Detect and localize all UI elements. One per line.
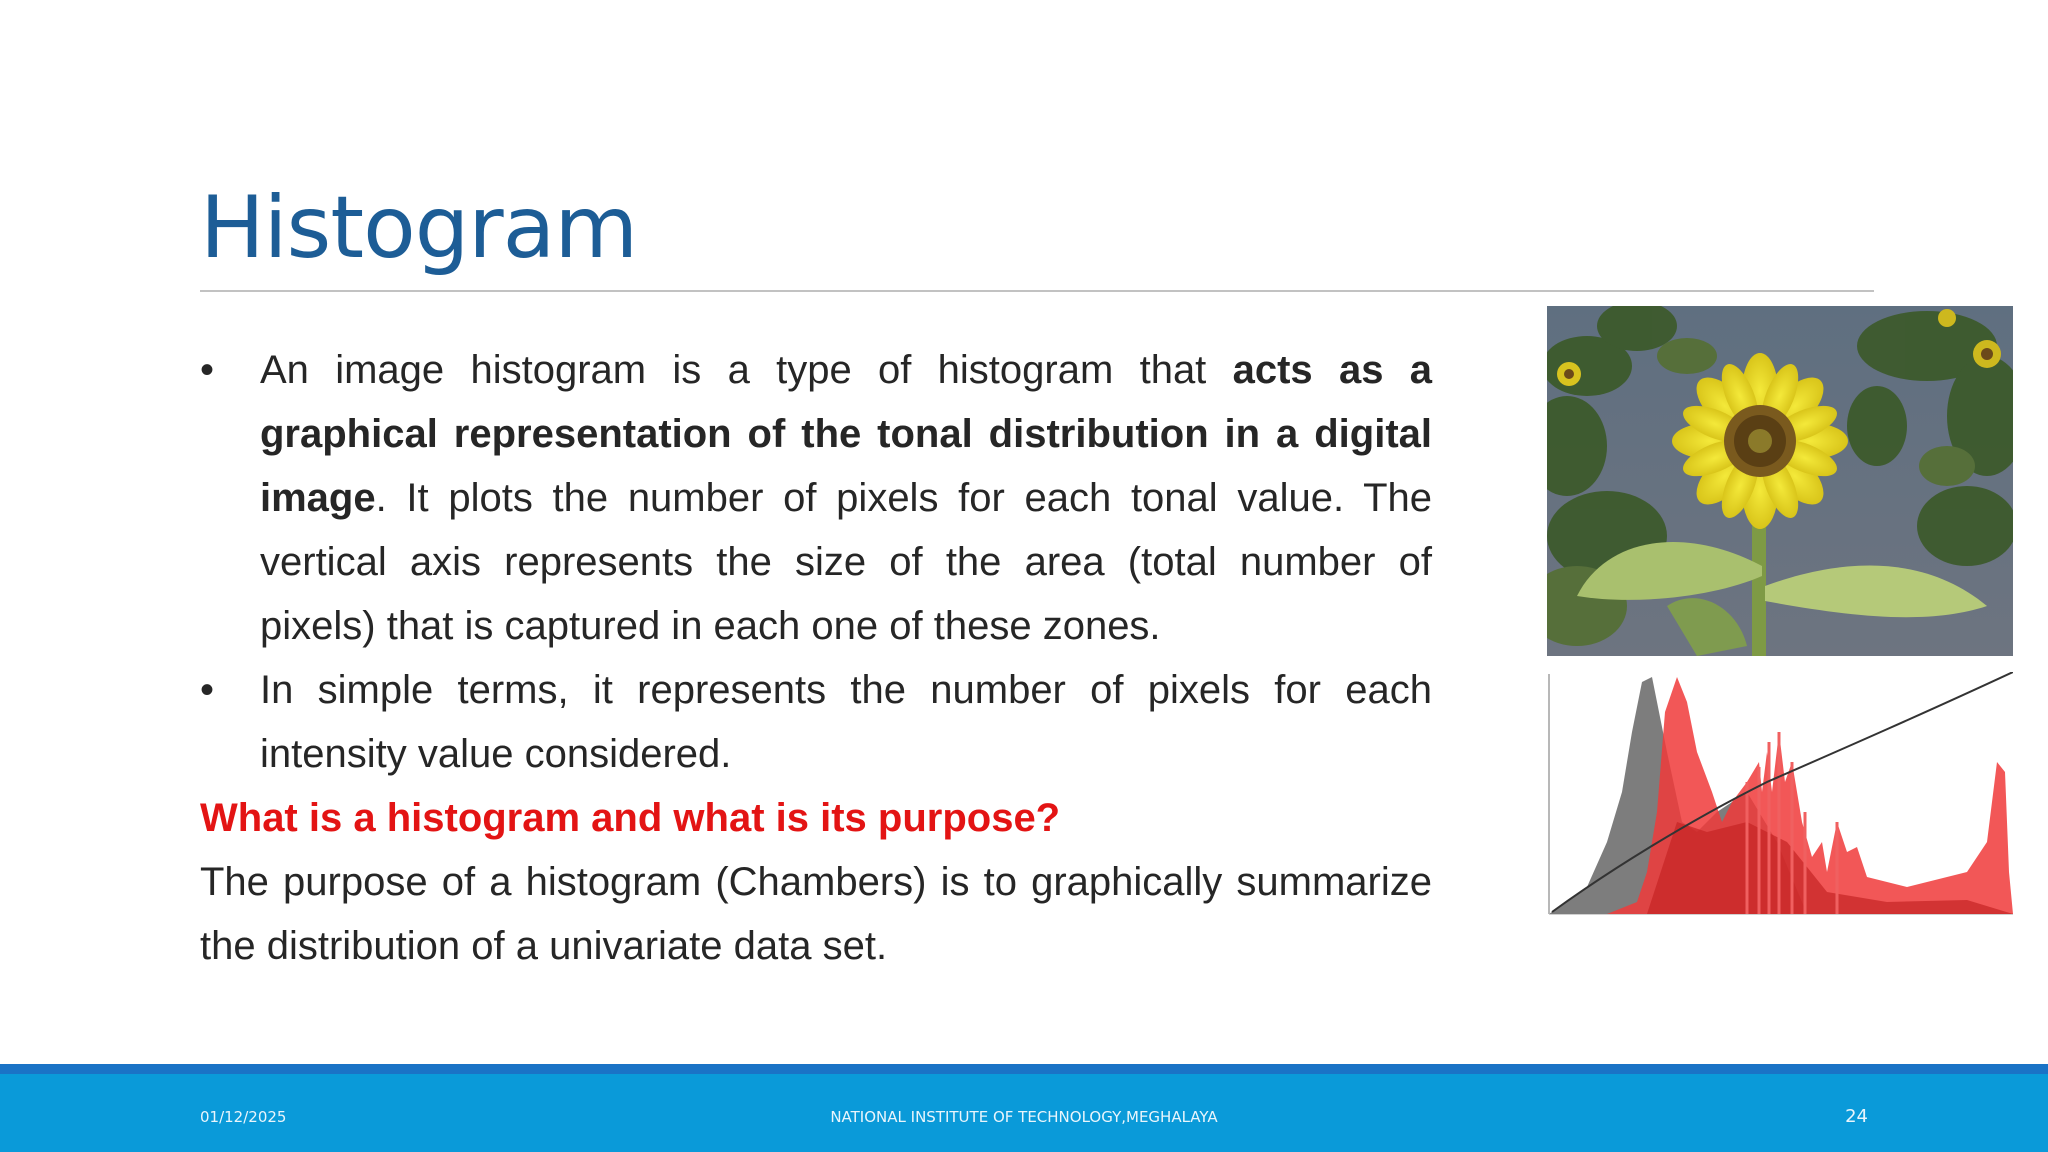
- answer-paragraph: The purpose of a histogram (Chambers) is to graphically summarize the distribution of a univariate data set.: [200, 860, 1432, 968]
- sunflower-photo: [1547, 306, 2013, 656]
- title-divider: [200, 290, 1874, 292]
- rgb-histogram-graphic: [1547, 672, 2013, 916]
- bullet-1-bold-text: acts as a graphical representation of the tonal distribution in a digital image: [260, 348, 1432, 520]
- footer-date: 01/12/2025: [200, 1108, 287, 1126]
- bullet-1-text-cont: . It plots the number of pixels for each tonal value. The vertical axis represents the size of the area (total number of pixels) that is captured in each one of these zones.: [260, 476, 1432, 648]
- footer-institution: NATIONAL INSTITUTE OF TECHNOLOGY,MEGHALAYA: [830, 1108, 1218, 1126]
- bullet-item-2: [200, 658, 1432, 786]
- bullet-1-text: An image histogram is a type of histogram that: [260, 348, 1233, 392]
- question-heading: What is a histogram and what is its purpose?: [200, 796, 1061, 840]
- slide-body: [200, 338, 1432, 978]
- slide-title: Histogram: [200, 178, 638, 278]
- footer-accent-stripe: [0, 1064, 2048, 1074]
- footer-page-number: 24: [1845, 1106, 1868, 1127]
- bullet-2-text: In simple terms, it represents the number of pixels for each intensity value considered.: [260, 668, 1432, 776]
- bullet-dot: •: [200, 348, 215, 392]
- bullet-dot: •: [200, 668, 215, 712]
- bullet-item-1: [200, 338, 1432, 658]
